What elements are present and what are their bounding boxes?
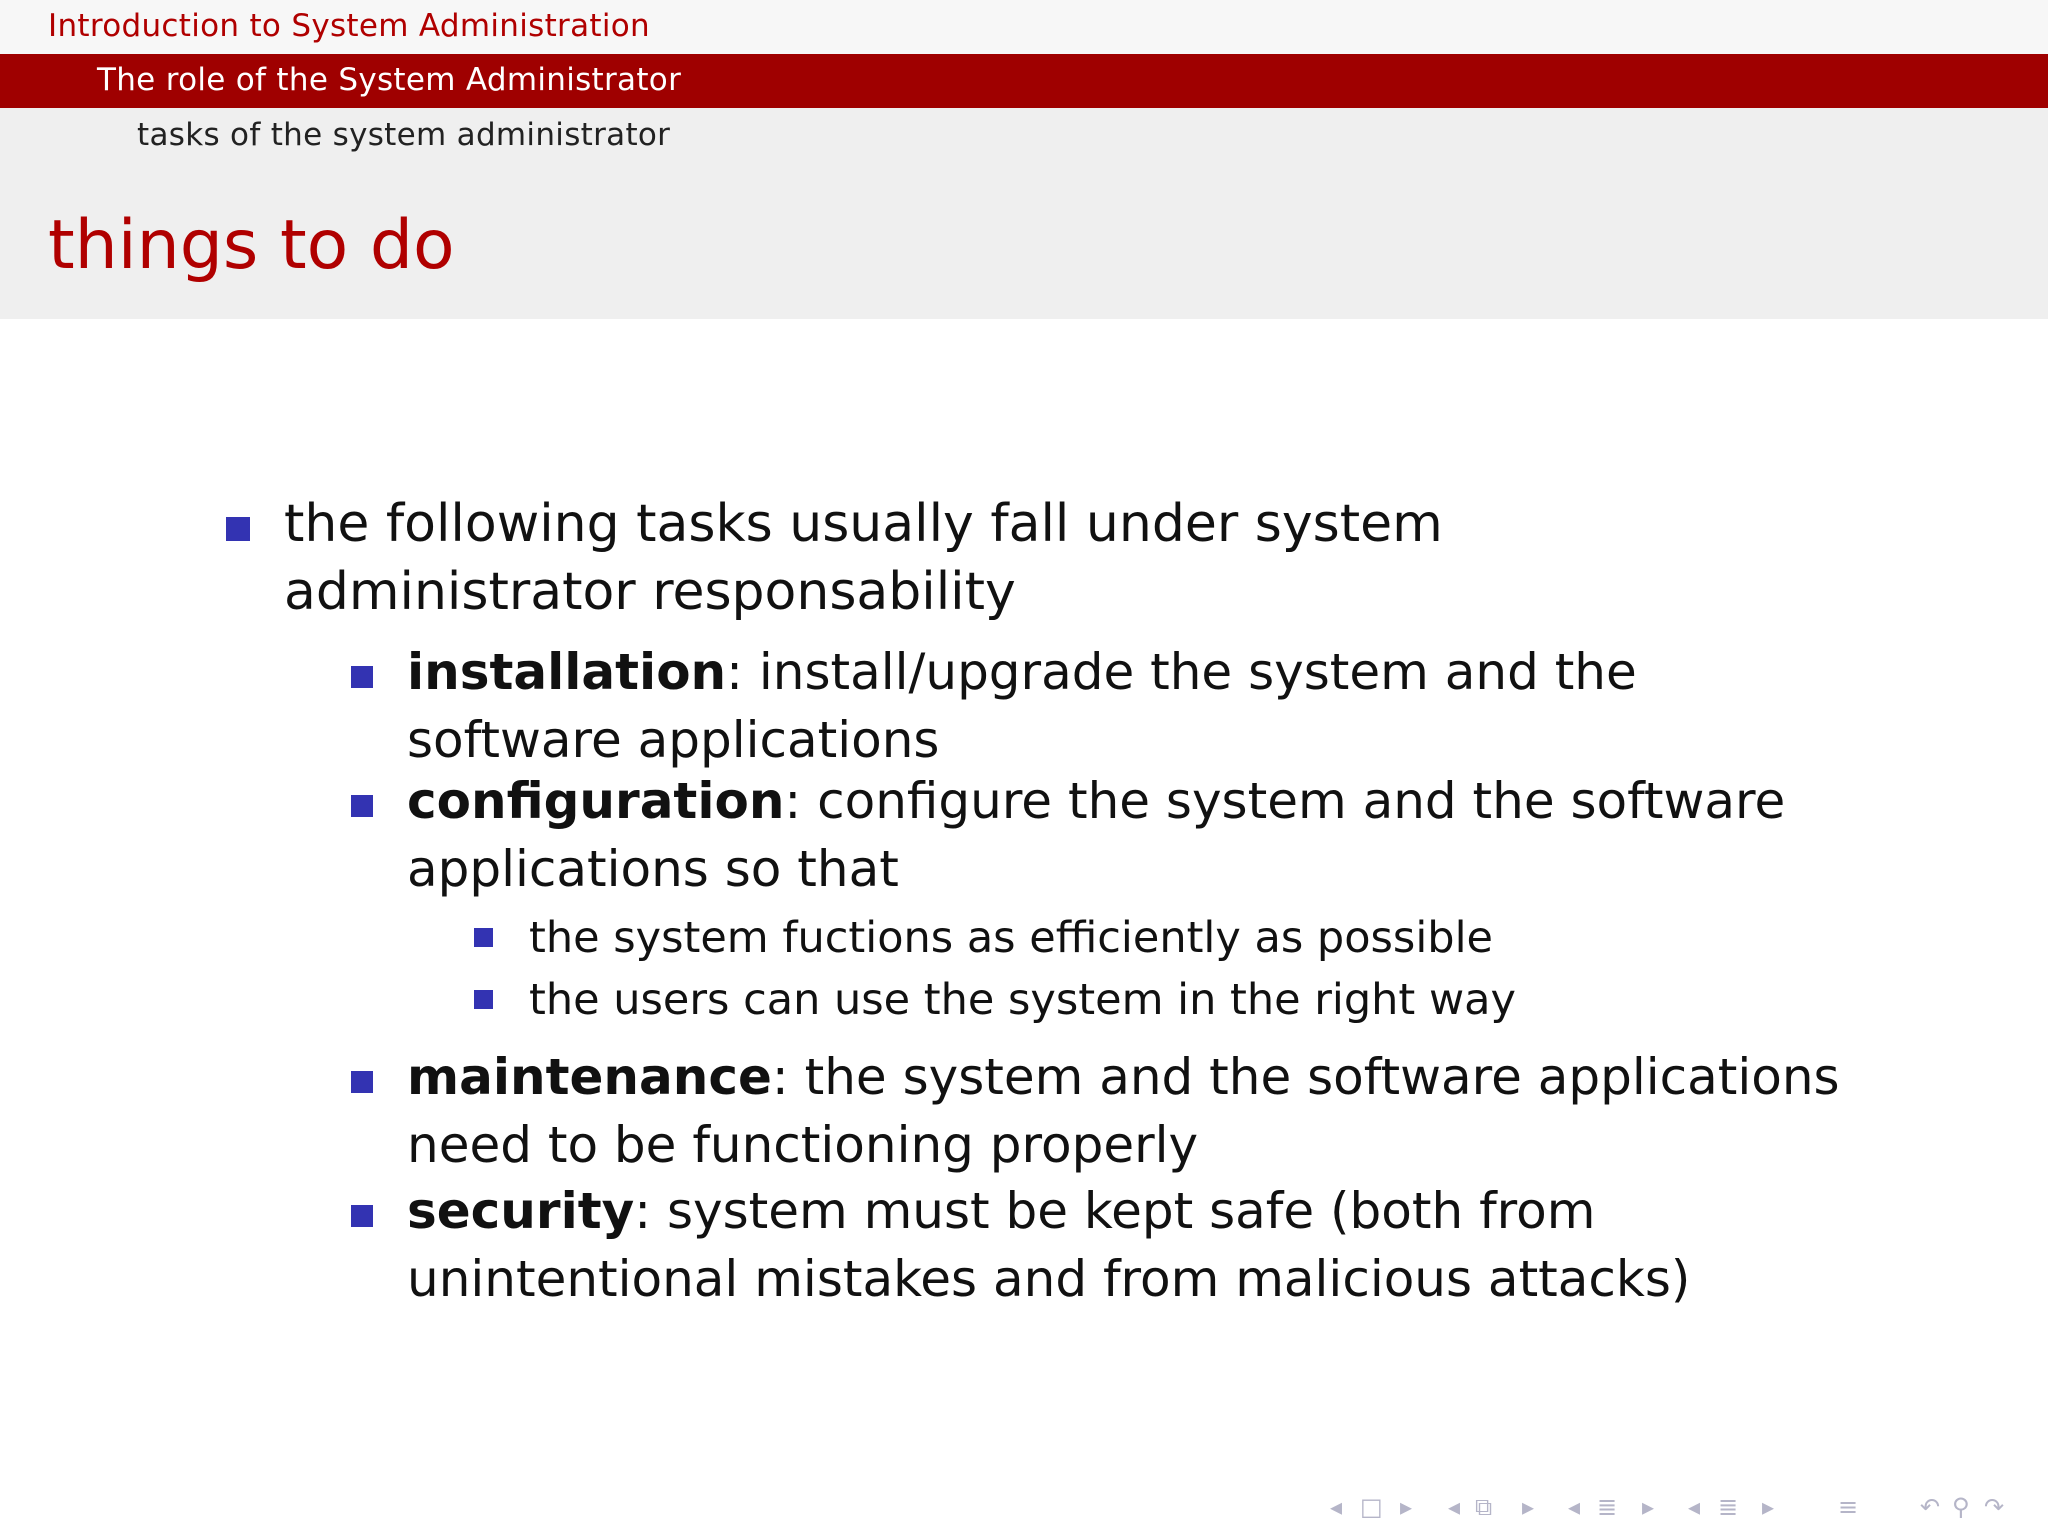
breadcrumb-subsubsection[interactable]: tasks of the system administrator [137,117,671,153]
breadcrumb-subsection[interactable]: The role of the System Administrator [97,62,682,98]
redo-icon[interactable]: ↷ [1984,1493,2005,1521]
term-description: : the system and the software applications need to be functioning properly [407,1048,1840,1174]
term-label: maintenance [407,1048,772,1106]
arrow-right-icon[interactable]: ▸ [1400,1493,1413,1521]
arrow-left-icon[interactable]: ◂ [1568,1493,1581,1521]
section-icon[interactable]: ≣ [1597,1493,1618,1521]
bullet-square-icon [474,928,493,947]
bullet-square-icon [351,1071,373,1093]
list-item-maintenance [407,1043,1867,1179]
bullet-square-icon [226,517,250,541]
term-description: : system must be kept safe (both from unintentional mistakes and from malicious attacks) [407,1182,1691,1308]
list-item-installation [407,638,1807,774]
arrow-left-icon[interactable]: ◂ [1330,1493,1343,1521]
arrow-left-icon[interactable]: ◂ [1688,1493,1701,1521]
term-label: security [407,1182,635,1240]
sub-list-item [529,904,1493,972]
frame-icon[interactable]: □ [1360,1493,1383,1521]
bullet-square-icon [351,1205,373,1227]
subsection-icon[interactable]: ⧉ [1475,1493,1493,1521]
breadcrumb-subsubsection-bar [0,108,2048,164]
list-item-configuration [407,767,1787,903]
frame-title-bar [0,164,2048,319]
arrow-right-icon[interactable]: ▸ [1522,1493,1535,1521]
term-description: : configure the system and the software applications so that [407,772,1786,898]
list-item-intro [284,490,1804,626]
arrow-right-icon[interactable]: ▸ [1762,1493,1775,1521]
page-title: things to do [48,206,455,285]
bullet-square-icon [351,666,373,688]
term-label: configuration [407,772,785,830]
breadcrumb-subsection-bar [0,54,2048,108]
sub-list-item [529,966,1516,1034]
arrow-right-icon[interactable]: ▸ [1642,1493,1655,1521]
bullet-square-icon [351,795,373,817]
bullet-square-icon [474,990,493,1009]
navigation-symbols [1320,1487,2040,1527]
breadcrumb-section[interactable]: Introduction to System Administration [48,8,650,44]
undo-icon[interactable]: ↶ [1920,1493,1941,1521]
term-label: installation [407,643,727,701]
sub-list-item-text: the system fuctions as efficiently as possible [529,913,1493,963]
search-icon[interactable]: ⚲ [1952,1493,1970,1521]
subsection-list-icon[interactable]: ≣ [1718,1493,1739,1521]
list-item-text: the following tasks usually fall under system administrator responsability [284,494,1443,622]
list-item-security [407,1177,1867,1313]
sub-list-item-text: the users can use the system in the right way [529,975,1516,1025]
arrow-left-icon[interactable]: ◂ [1448,1493,1461,1521]
term-description: : install/upgrade the system and the software applications [407,643,1637,769]
breadcrumb-section-bar [0,0,2048,54]
align-icon[interactable]: ≡ [1838,1493,1859,1521]
